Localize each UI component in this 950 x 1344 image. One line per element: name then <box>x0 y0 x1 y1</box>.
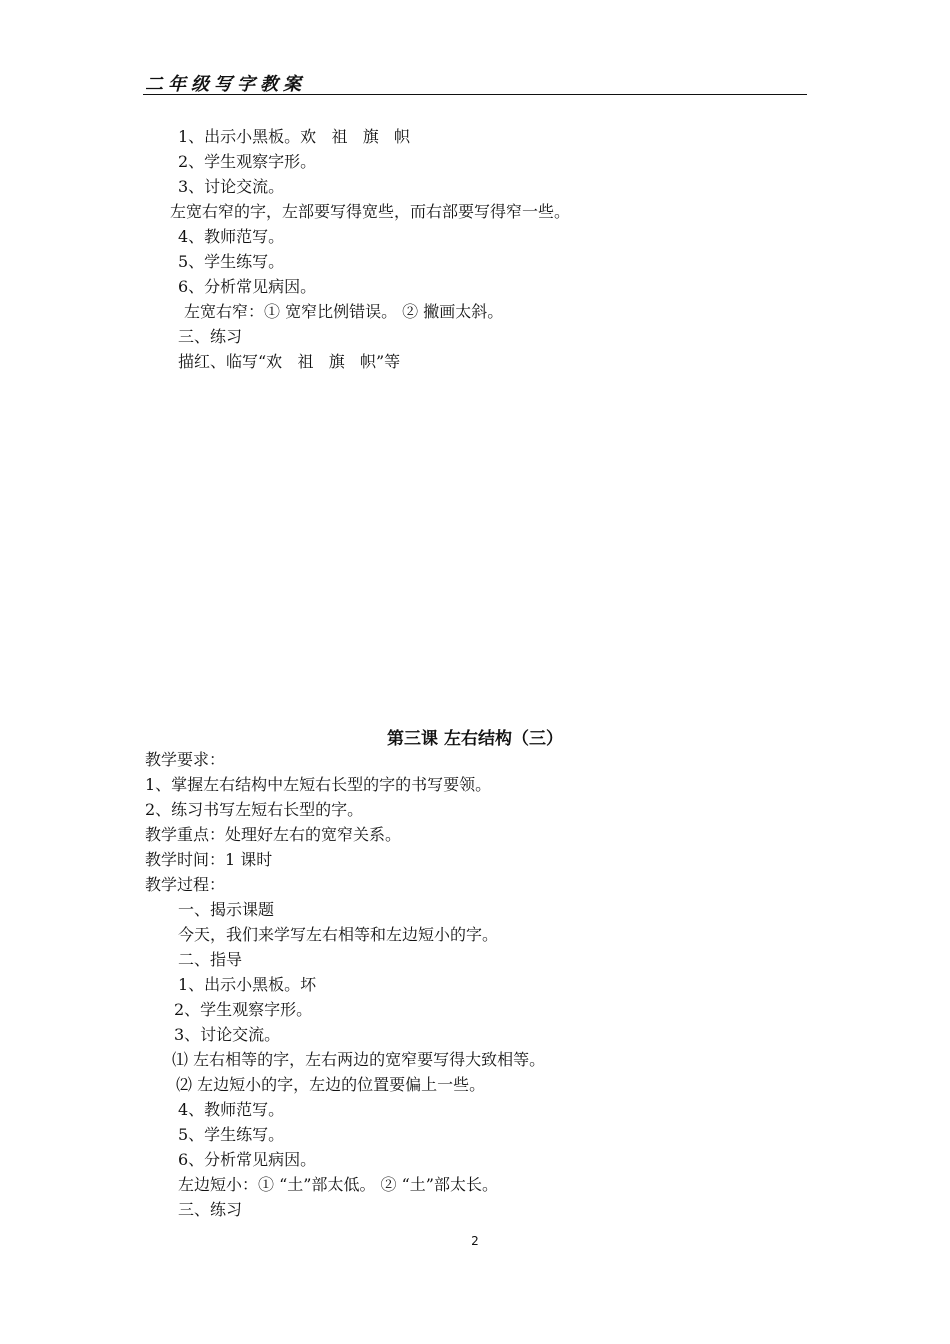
text-line: 今天，我们来学写左右相等和左边短小的字。 <box>178 925 499 944</box>
text-line: 教学时间：1 课时 <box>145 850 273 869</box>
text-line: 描红、临写“欢 祖 旗 帜”等 <box>178 352 401 371</box>
text-line: ⑴ 左右相等的字，左右两边的宽窄要写得大致相等。 <box>172 1050 546 1069</box>
text-line: 一、揭示课题 <box>178 900 275 919</box>
text-line: 三、练习 <box>178 1200 243 1219</box>
text-line: 6、分析常见病因。 <box>178 1150 317 1169</box>
text-line: 教学要求： <box>145 750 226 769</box>
header-title: 二年级写字教案 <box>145 74 306 95</box>
text-line: 1、掌握左右结构中左短右长型的字的书写要领。 <box>145 775 492 794</box>
text-line: 左边短小：① “土”部太低。 ② “土”部太长。 <box>178 1175 498 1194</box>
text-line: 6、分析常见病因。 <box>178 277 317 296</box>
text-line: 教学过程： <box>145 875 226 894</box>
text-line: 1、出示小黑板。坏 <box>178 975 317 994</box>
text-line: ⑵ 左边短小的字，左边的位置要偏上一些。 <box>176 1075 486 1094</box>
text-line: 2、学生观察字形。 <box>174 1000 313 1019</box>
text-line: 5、学生练写。 <box>178 1125 285 1144</box>
text-line: 三、练习 <box>178 327 243 346</box>
text-line: 左宽右窄：① 宽窄比例错误。 ② 撇画太斜。 <box>184 302 504 321</box>
text-line: 4、教师范写。 <box>178 1100 285 1119</box>
text-line: 5、学生练写。 <box>178 252 285 271</box>
text-line: 4、教师范写。 <box>178 227 285 246</box>
text-line: 3、讨论交流。 <box>178 177 285 196</box>
page-number: 2 <box>471 1234 479 1248</box>
text-line: 教学重点：处理好左右的宽窄关系。 <box>145 825 402 844</box>
header-divider <box>143 94 807 95</box>
lesson-title: 第三课 左右结构（三） <box>387 729 563 749</box>
text-line: 左宽右窄的字，左部要写得宽些，而右部要写得窄一些。 <box>170 202 571 221</box>
text-line: 2、学生观察字形。 <box>178 152 317 171</box>
text-line: 二、指导 <box>178 950 243 969</box>
text-line: 1、出示小黑板。欢 祖 旗 帜 <box>178 127 410 146</box>
text-line: 2、练习书写左短右长型的字。 <box>145 800 364 819</box>
text-line: 3、讨论交流。 <box>174 1025 281 1044</box>
